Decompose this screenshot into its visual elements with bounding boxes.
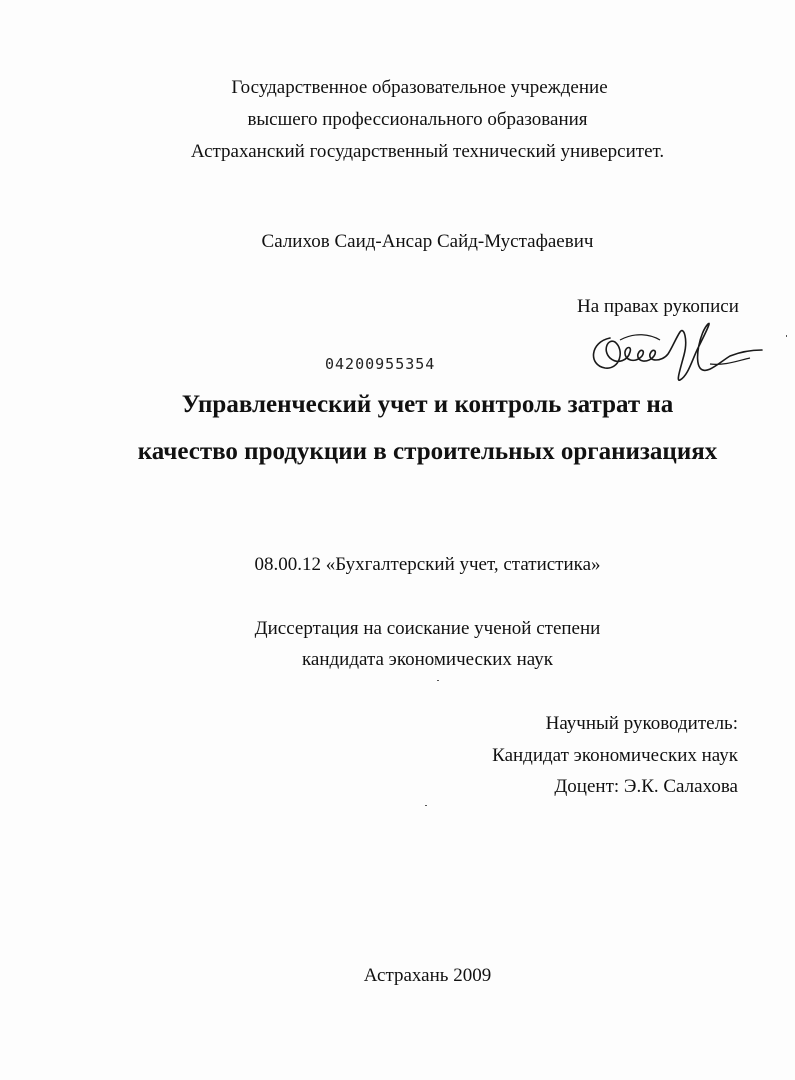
institution-line-3: Астраханский государственный технический университет. xyxy=(190,141,665,162)
manuscript-note: На правах рукописи xyxy=(577,296,739,317)
degree-line-2: кандидата экономических наук xyxy=(301,649,554,670)
specialty-code: 08.00.12 «Бухгалтерский учет, статистика» xyxy=(254,554,601,575)
registration-number: 04200955354 xyxy=(325,355,436,373)
author-name: Салихов Саид-Ансар Сайд-Мустафаевич xyxy=(261,231,594,252)
degree-line-1: Диссертация на соискание ученой степени xyxy=(254,618,601,639)
supervisor-name: Доцент: Э.К. Салахова xyxy=(554,776,738,797)
scan-speck xyxy=(437,680,439,681)
institution-line-1: Государственное образовательное учреждение xyxy=(231,77,608,98)
scan-speck xyxy=(425,805,427,806)
supervisor-degree: Кандидат экономических наук xyxy=(492,745,738,766)
dissertation-title-line-1: Управленческий учет и контроль затрат на xyxy=(181,391,674,418)
supervisor-label: Научный руководитель: xyxy=(545,713,738,734)
scan-speck xyxy=(786,335,787,337)
dissertation-title-line-2: качество продукции в строительных организациях xyxy=(137,438,718,465)
institution-line-2: высшего профессионального образования xyxy=(247,109,588,130)
handwritten-signature xyxy=(580,310,770,390)
city-year: Астрахань 2009 xyxy=(363,965,492,986)
